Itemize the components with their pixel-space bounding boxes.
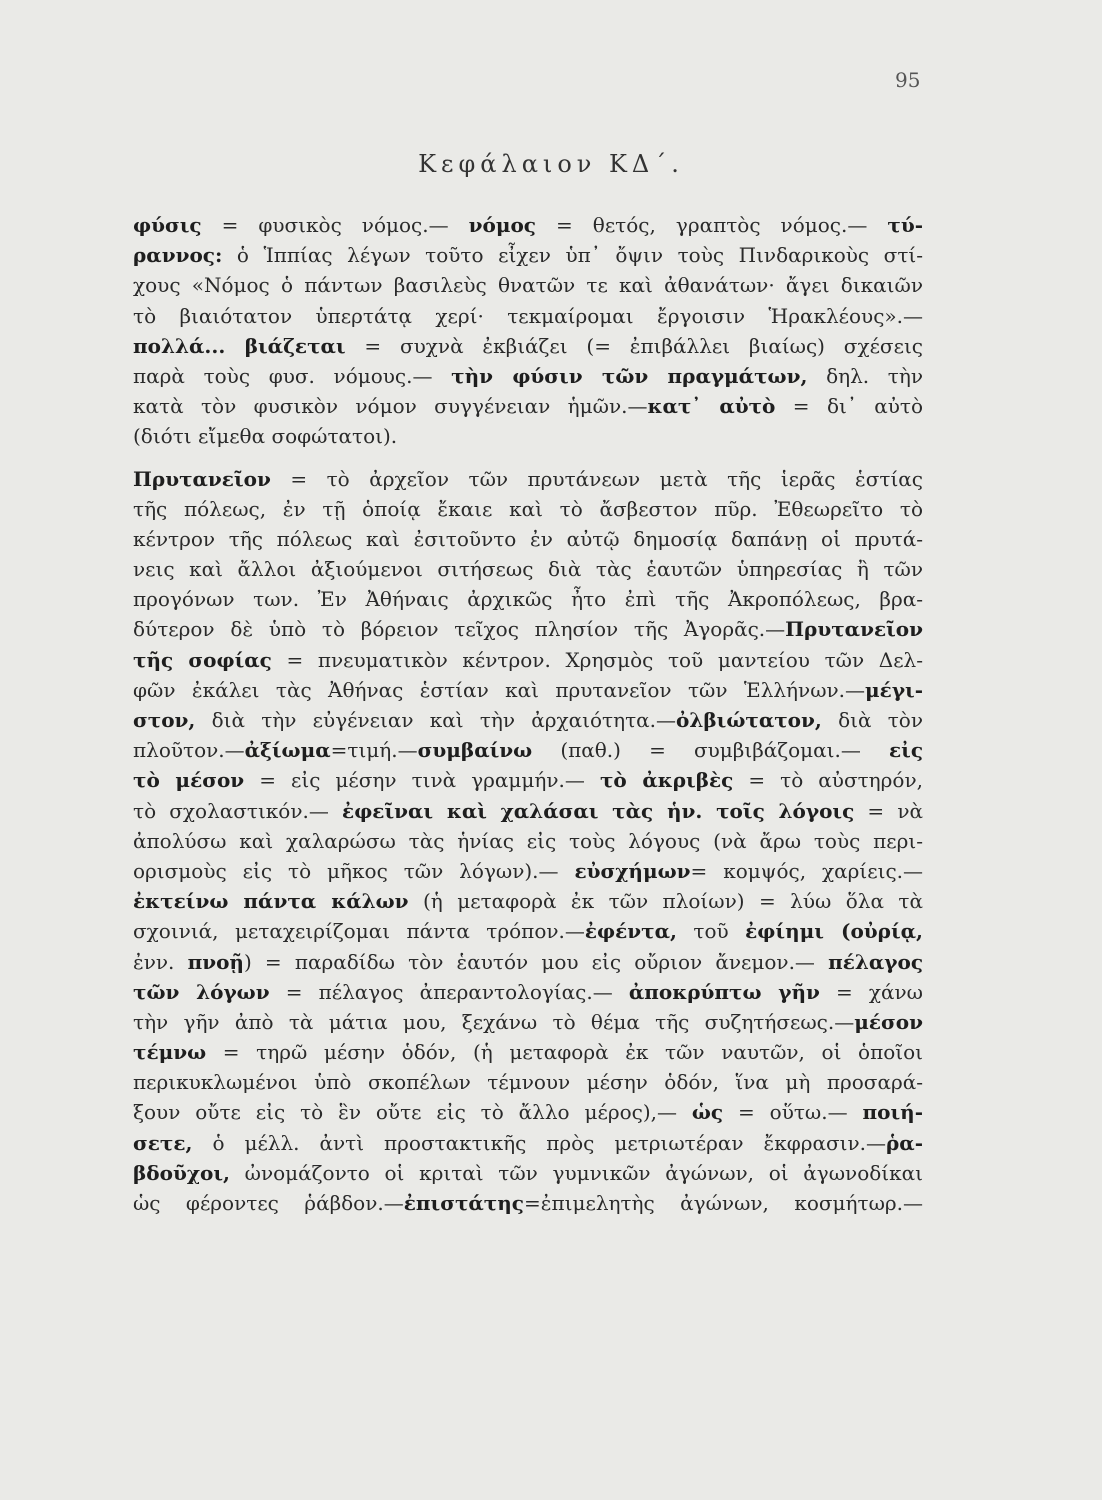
lemma-term: στον, (133, 708, 196, 732)
gloss-text: = πέλαγος ἀπεραντολογίας.— (269, 979, 629, 1004)
gloss-text: = τὸ ἀρχεῖον τῶν πρυτάνεων μετὰ τῆς ἱερᾶς ἑστίας (270, 466, 923, 491)
gloss-text: (διότι εἴμεθα σοφώτατοι). (133, 424, 398, 449)
lemma-term: ἐφέντα, (584, 919, 677, 944)
gloss-text: νεις καὶ ἄλλοι ἀξιούμενοι σιτήσεως διὰ τὰς ἑαυτῶν ὑπηρεσίας ἢ τῶν (133, 557, 923, 582)
text-line (133, 210, 923, 240)
lemma-term: μέσον (854, 1009, 923, 1034)
gloss-text: κατὰ τὸν φυσικὸν νόμον συγγένειαν ἡμῶν.— (133, 394, 648, 419)
lemma-term: κατ᾽ αὐτὸ (647, 394, 776, 419)
gloss-text: πλοῦτον.— (133, 738, 245, 763)
lemma-term: φύσις (133, 213, 202, 237)
gloss-text: = κομψός, χαρίεις.— (690, 858, 923, 883)
gloss-text: κέντρον τῆς πόλεως καὶ ἐσιτοῦντο ἐν αὐτῷ δημοσίᾳ δαπάνῃ οἱ πρυτά- (133, 526, 923, 551)
gloss-text: ) = παραδίδω τὸν ἑαυτόν μου εἰς οὔριον ἄνεμον.— (243, 949, 829, 974)
page-number: 95 (895, 68, 921, 92)
gloss-text: ὠνομάζοντο οἱ κριταὶ τῶν γυμνικῶν ἀγώνων, οἱ ἀγωνοδίκαι (229, 1160, 923, 1185)
text-line (133, 240, 923, 270)
lemma-term: εἰς (888, 738, 923, 763)
text-line (133, 947, 923, 977)
lemma-term: ἀξίωμα (244, 738, 331, 763)
text-line (133, 886, 923, 916)
text-line (133, 1128, 923, 1158)
lemma-term: σετε, (133, 1130, 193, 1155)
gloss-text: = νὰ (854, 798, 923, 823)
lemma-term: Πρυτανεῖον (785, 617, 923, 642)
gloss-text: διὰ τὸν (821, 708, 923, 732)
gloss-text: = συχνὰ ἐκβιάζει (= ἐπιβάλλει βιαίως) σχέσεις (345, 333, 923, 358)
gloss-text: τοῦ (676, 919, 746, 944)
text-line (133, 1158, 923, 1188)
gloss-text: = θετός, γραπτὸς νόμος.— (535, 213, 888, 237)
lemma-term: ἐφεῖναι καὶ χαλάσαι τὰς ἡν. τοῖς λόγοις (342, 798, 855, 823)
text-line (133, 916, 923, 946)
lemma-term: τὴν φύσιν τῶν πραγμάτων, (451, 363, 808, 388)
gloss-text: παρὰ τοὺς φυσ. νόμους.— (133, 363, 452, 388)
lemma-term: ἀποκρύπτω γῆν (628, 979, 820, 1004)
lemma-term: ἐπιστάτης (403, 1191, 524, 1215)
text-line (133, 391, 923, 421)
gloss-text: (ἡ μεταφορὰ ἐκ τῶν πλοίων) = λύω ὅλα τὰ (408, 889, 923, 914)
paragraph-2 (133, 464, 923, 1219)
text-line (133, 735, 923, 765)
gloss-text: ὁ Ἱππίας λέγων τοῦτο εἶχεν ὑπ᾽ ὄψιν τοὺς Πινδαρικοὺς στί- (222, 243, 923, 268)
gloss-text: τὸ σχολαστικόν.— (133, 798, 343, 823)
gloss-text: χους «Νόμος ὁ πάντων βασιλεὺς θνατῶν τε καὶ ἀθανάτων· ἄγει δικαιῶν (133, 273, 923, 298)
lemma-term: εὐσχήμων (574, 858, 691, 883)
gloss-text: ξουν οὔτε εἰς τὸ ἓν οὔτε εἰς τὸ ἄλλο μέρος),— (133, 1100, 692, 1125)
lemma-term: ὀλβιώτατον, (676, 708, 822, 732)
lemma-term: νόμος (468, 213, 536, 237)
paragraph-gap (133, 452, 923, 464)
gloss-text: τὸ βιαιότατον ὑπερτάτᾳ χερί· τεκμαίρομαι ἔργοισιν Ἡρακλέους».— (133, 303, 923, 328)
text-line (133, 1037, 923, 1067)
text-line (133, 361, 923, 391)
gloss-text: = πνευματικὸν κέντρον. Χρησμὸς τοῦ μαντείου τῶν Δελ- (271, 647, 923, 672)
gloss-text: τὴν γῆν ἀπὸ τὰ μάτια μου, ξεχάνω τὸ θέμα τῆς συζητήσεως.— (133, 1009, 855, 1034)
gloss-text: φῶν ἐκάλει τὰς Ἀθήνας ἑστίαν καὶ πρυτανεῖον τῶν Ἑλλήνων.— (133, 677, 866, 702)
text-line (133, 675, 923, 705)
lemma-term: βδοῦχοι, (133, 1160, 230, 1185)
lemma-term: πνοῇ (187, 949, 244, 974)
lemma-term: μέγι- (865, 677, 923, 702)
gloss-text: ἐνν. (133, 949, 188, 974)
chapter-title: Κεφάλαιον ΚΔ΄. (418, 150, 684, 178)
paragraph-1 (133, 210, 923, 452)
lemma-term: τύ- (887, 213, 923, 237)
text-line (133, 765, 923, 795)
text-line (133, 705, 923, 735)
gloss-text: ἀπολύσω καὶ χαλαρώσω τὰς ἡνίας εἰς τοὺς λόγους (νὰ ἄρω τοὺς περι- (133, 828, 923, 853)
text-line (133, 494, 923, 524)
lemma-term: ραννος: (133, 243, 223, 268)
gloss-text: δηλ. τὴν (807, 363, 923, 388)
text-line (133, 270, 923, 300)
lemma-term: ἐκτείνω πάντα κάλων (133, 889, 409, 914)
gloss-text: =τιμή.— (330, 738, 418, 763)
gloss-text: σχοινιά, μεταχειρίζομαι πάντα τρόπον.— (133, 919, 585, 944)
text-line (133, 464, 923, 494)
text-line (133, 584, 923, 614)
lemma-term: πέλαγος (828, 949, 923, 974)
gloss-text: διὰ τὴν εὐγένειαν καὶ τὴν ἀρχαιότητα.— (195, 708, 677, 732)
gloss-text: δύτερον δὲ ὑπὸ τὸ βόρειον τεῖχος πλησίον τῆς Ἀγορᾶς.— (133, 617, 786, 642)
gloss-text: ὡς φέροντες ῥάβδον.— (133, 1191, 404, 1215)
gloss-text: = φυσικὸς νόμος.— (201, 213, 469, 237)
lemma-term: τὸ ἀκριβὲς (599, 768, 734, 793)
text-line (133, 1188, 923, 1218)
text-line (133, 645, 923, 675)
gloss-text: ορισμοὺς εἰς τὸ μῆκος τῶν λόγων).— (133, 858, 575, 883)
text-line (133, 1097, 923, 1127)
lemma-term: Πρυτανεῖον (133, 466, 271, 491)
text-line (133, 826, 923, 856)
text-line (133, 524, 923, 554)
gloss-text: = οὕτω.— (723, 1100, 863, 1125)
lemma-term: ὡς (691, 1100, 724, 1125)
text-line (133, 1067, 923, 1097)
text-line (133, 1007, 923, 1037)
lemma-term: ἐφίημι (οὐρίᾳ, (745, 919, 923, 944)
text-line (133, 301, 923, 331)
lemma-term: ῥα- (886, 1130, 923, 1155)
lemma-term: πολλά... βιάζεται (133, 333, 346, 358)
body-text (133, 210, 923, 1218)
gloss-text: = χάνω (819, 979, 923, 1004)
gloss-text: = τηρῶ μέσην ὁδόν, (ἡ μεταφορὰ ἐκ τῶν ναυτῶν, οἱ ὁποῖοι (206, 1040, 923, 1065)
text-line (133, 331, 923, 361)
gloss-text: =ἐπιμελητὴς ἀγώνων, κοσμήτωρ.— (523, 1191, 923, 1215)
lemma-term: συμβαίνω (417, 738, 533, 763)
gloss-text: προγόνων των. Ἐν Ἀθήναις ἀρχικῶς ἦτο ἐπὶ τῆς Ἀκροπόλεως, βρα- (133, 587, 923, 612)
lemma-term: ποιή- (862, 1100, 923, 1125)
text-line (133, 977, 923, 1007)
text-line (133, 856, 923, 886)
gloss-text: = τὸ αὐστηρόν, (733, 768, 923, 793)
lemma-term: τὸ μέσον (133, 768, 245, 793)
gloss-text: = εἰς μέσην τινὰ γραμμήν.— (244, 768, 600, 793)
gloss-text: τῆς πόλεως, ἐν τῇ ὁποίᾳ ἔκαιε καὶ τὸ ἄσβεστον πῦρ. Ἐθεωρεῖτο τὸ (133, 496, 923, 521)
lemma-term: τῆς σοφίας (133, 647, 272, 672)
gloss-text: (παθ.) = συμβιβάζομαι.— (532, 738, 889, 763)
text-line (133, 796, 923, 826)
gloss-text: = δι᾽ αὐτὸ (775, 394, 923, 419)
text-line (133, 554, 923, 584)
gloss-text: ὁ μέλλ. ἀντὶ προστακτικῆς πρὸς μετριωτέραν ἔκφρασιν.— (192, 1130, 886, 1155)
lemma-term: τῶν λόγων (133, 979, 270, 1004)
gloss-text: περικυκλωμένοι ὑπὸ σκοπέλων τέμνουν μέσην ὁδόν, ἵνα μὴ προσαρά- (133, 1070, 923, 1095)
text-line (133, 421, 923, 451)
lemma-term: τέμνω (133, 1040, 207, 1065)
text-line (133, 614, 923, 644)
